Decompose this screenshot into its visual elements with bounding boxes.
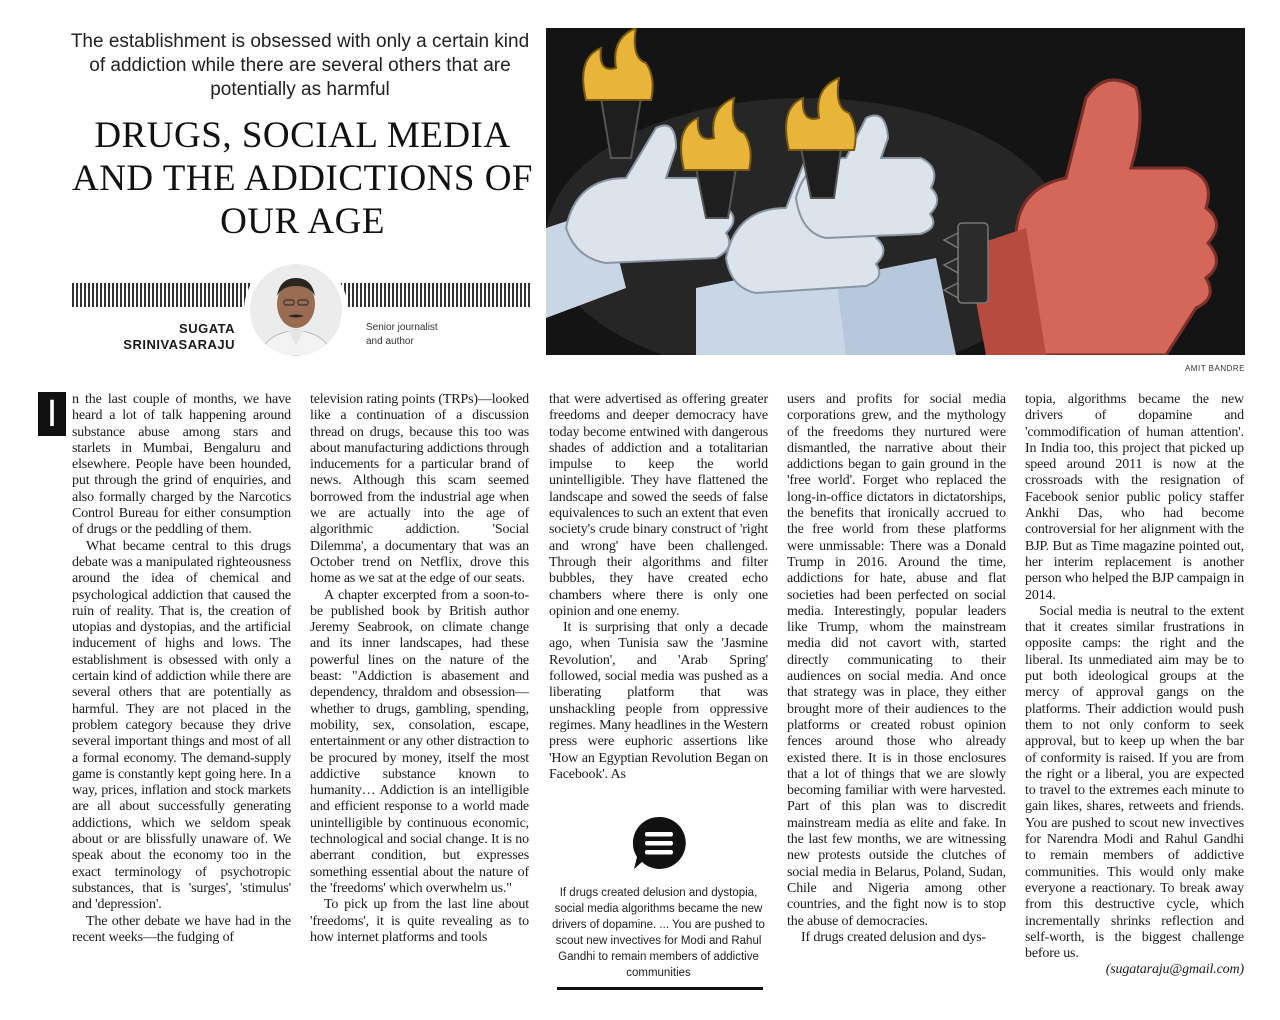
pull-quote: If drugs created delusion and dystopia, social media algorithms became the new drivers of dopamine. ... You are pushed to scout new invectives for Modi and Rahul Gandhi to remain members of addictive communities xyxy=(552,887,765,979)
speech-bubble-icon xyxy=(630,814,688,872)
paragraph: If drugs created delusion and dys- xyxy=(801,929,987,945)
author-avatar xyxy=(246,260,346,360)
author-role: Senior journalist and author xyxy=(366,322,438,347)
paragraph: It is surprising that only a decade ago, when Tunisia saw the 'Jasmine Revolution', and 'Arab Spring' followed, social media was pushed as a liberating platform that was unshackling people from oppressive regimes. Many headlines in the Western press were euphoric assertions like 'How an Egyptian Revolution Began on Facebook'. As xyxy=(549,620,768,782)
paragraph: n the last couple of months, we have heard a lot of talk happening around substance abuse among stars and starlets in Mumbai, Bengaluru and elsewhere. People have been hounded, put through the grind of enquiries, and also formally charged by the Narcotics Control Bureau for either consumption of drugs or the peddling of them. xyxy=(72,392,291,538)
paragraph: Social media is neutral to the extent that it creates similar frustrations in opposite camps: the right and the liberal. Its unmediated aim may be to put both ideological groups at the mercy of approval gangs on the platforms. Their addiction would push them to not only conform to seek approval, but to keep up when the bar of conformity is raised. If you are from the right or a liberal, you are expected to travel to the extremes each minute to gain likes, shares, retweets and friends. You are pushed to scout new invectives for Narendra Modi and Rahul Gandhi to remain members of addictive communities. This would only make everyone a reactionary. To break away from this destructive cycle, which incrementally shrinks reflection and self-worth, is the biggest challenge before us. xyxy=(1025,603,1244,962)
illustration-credit: AMIT BANDRE xyxy=(1184,364,1245,373)
paragraph: The other debate we have had in the recent weeks—the fudging of xyxy=(72,913,291,945)
author-email: (sugataraju@gmail.com) xyxy=(1105,962,1244,978)
pull-quote-rule xyxy=(557,987,763,990)
column-4 xyxy=(787,392,1006,946)
column-2 xyxy=(310,392,529,946)
paragraph: users and profits for social media corporations grew, and the mythology of the freedoms they nurtured were dismantled, the narrative about their addictions began to gain ground in the 'free world'. Forget who replaced the long-in-office dictators in dictatorships, the benefits that ironically accrued to the free world from these platforms were unmissable: There was a Donald Trump in 2016. Around the time, addictions for hate, abuse and flat societies had been perfected on social media. Interestingly, popular leaders like Trump, whom the mainstream media did not cavort with, started directly communicating to their audiences on social media. And once that strategy was in place, they either brought more of their audiences to the platforms or created robust opinion fences around those who already existed there. It is in those enclosures that a lot of things that we are slowly becoming familiar with were harvested. Part of this plan was to discredit mainstream media as elite and fake. In the last few months, we are witnessing new protests outside the clutches of social media in Belarus, Poland, Sudan, Chile and Nigeria among other countries, and the fight now is to stop the abuse of democracies. xyxy=(787,392,1006,929)
headline: DRUGS, SOCIAL MEDIA AND THE ADDICTIONS OF OUR AGE xyxy=(71,115,534,242)
column-1 xyxy=(72,392,291,946)
paragraph: What became central to this drugs debate was a manipulated righteousness around the idea of chemical and psychological addiction that caused the ruin of reality. That is, the creation of utopias and dystopias, and the artificial inducement of highs and lows. The establishment is obsessed with only a certain kind of addiction while there are several others that are potentially as harmful. They are not placed in the problem category because they drive several important things and most of all a formal economy. The demand-supply game is constantly kept going here. In a way, prices, inflation and stock markets are all about successfully generating addictions, which we seldom speak about or are blissfully unaware of. We speak about the economy too in the exact terminology of psychotropic substances, that is 'surges', 'stimulus' and 'depression'. xyxy=(72,538,291,913)
standfirst: The establishment is obsessed with only a certain kind of addiction while there are several others that are potentially as harmful xyxy=(70,31,530,100)
paragraph: topia, algorithms became the new drivers of dopamine and 'commodification of human attention'. In India too, this project that picked up speed around 2011 is now at the crossroads with the resignation of Facebook senior public policy staffer Ankhi Das, who had become controversial for her alignment with the BJP. But as Time magazine pointed out, her interim replacement is another person who helped the BJP campaign in 2014. xyxy=(1025,392,1244,603)
author-name: SUGATA SRINIVASARAJU xyxy=(123,321,235,352)
column-3 xyxy=(549,392,768,783)
paragraph: A chapter excerpted from a soon-to-be published book by British author Jeremy Seabrook, on climate change and its inner landscapes, had these powerful lines on the nature of the beast: "Addiction is abasement and dependency, thraldom and obsession—whether to drugs, gambling, spending, mobility, sex, consolation, escape, entertainment or any other distraction to be procured by money, itself the most addictive substance known to humanity… Addiction is an intelligible and efficient response to a world made unintelligible by continuous economic, technological and social change. It is no aberrant condition, but expresses something essential about the nature of the 'freedoms' which overwhelm us." xyxy=(310,587,529,896)
paragraph: television rating points (TRPs)—looked like a continuation of a discussion thread on drugs, because this too was about manufacturing addictions through inducements for a particular brand of news. Although this scam seemed borrowed from the industrial age when we are actually into the age of algorithmic addiction. 'Social Dilemma', a documentary that was an October trend on Netflix, drove this home as we sat at the edge of our seats. xyxy=(310,392,529,587)
column-5 xyxy=(1025,392,1244,979)
paragraph: that were advertised as offering greater freedoms and deeper democracy have today become entwined with dangerous shades of addiction and a totalitarian impulse to keep the world unintelligible. They have flattened the landscape and sowed the seeds of false equivalences to such an extent that even society's crude binary construct of 'right and wrong' have been challenged. Through their algorithms and filter bubbles, they have created echo chambers where there is only one opinion and one enemy. xyxy=(549,392,768,619)
dropcap: I xyxy=(38,392,66,436)
torch-thumbs-up-illustration xyxy=(546,28,1245,355)
paragraph: To pick up from the last line about 'freedoms', it is quite revealing as to how internet platforms and tools xyxy=(310,897,529,945)
